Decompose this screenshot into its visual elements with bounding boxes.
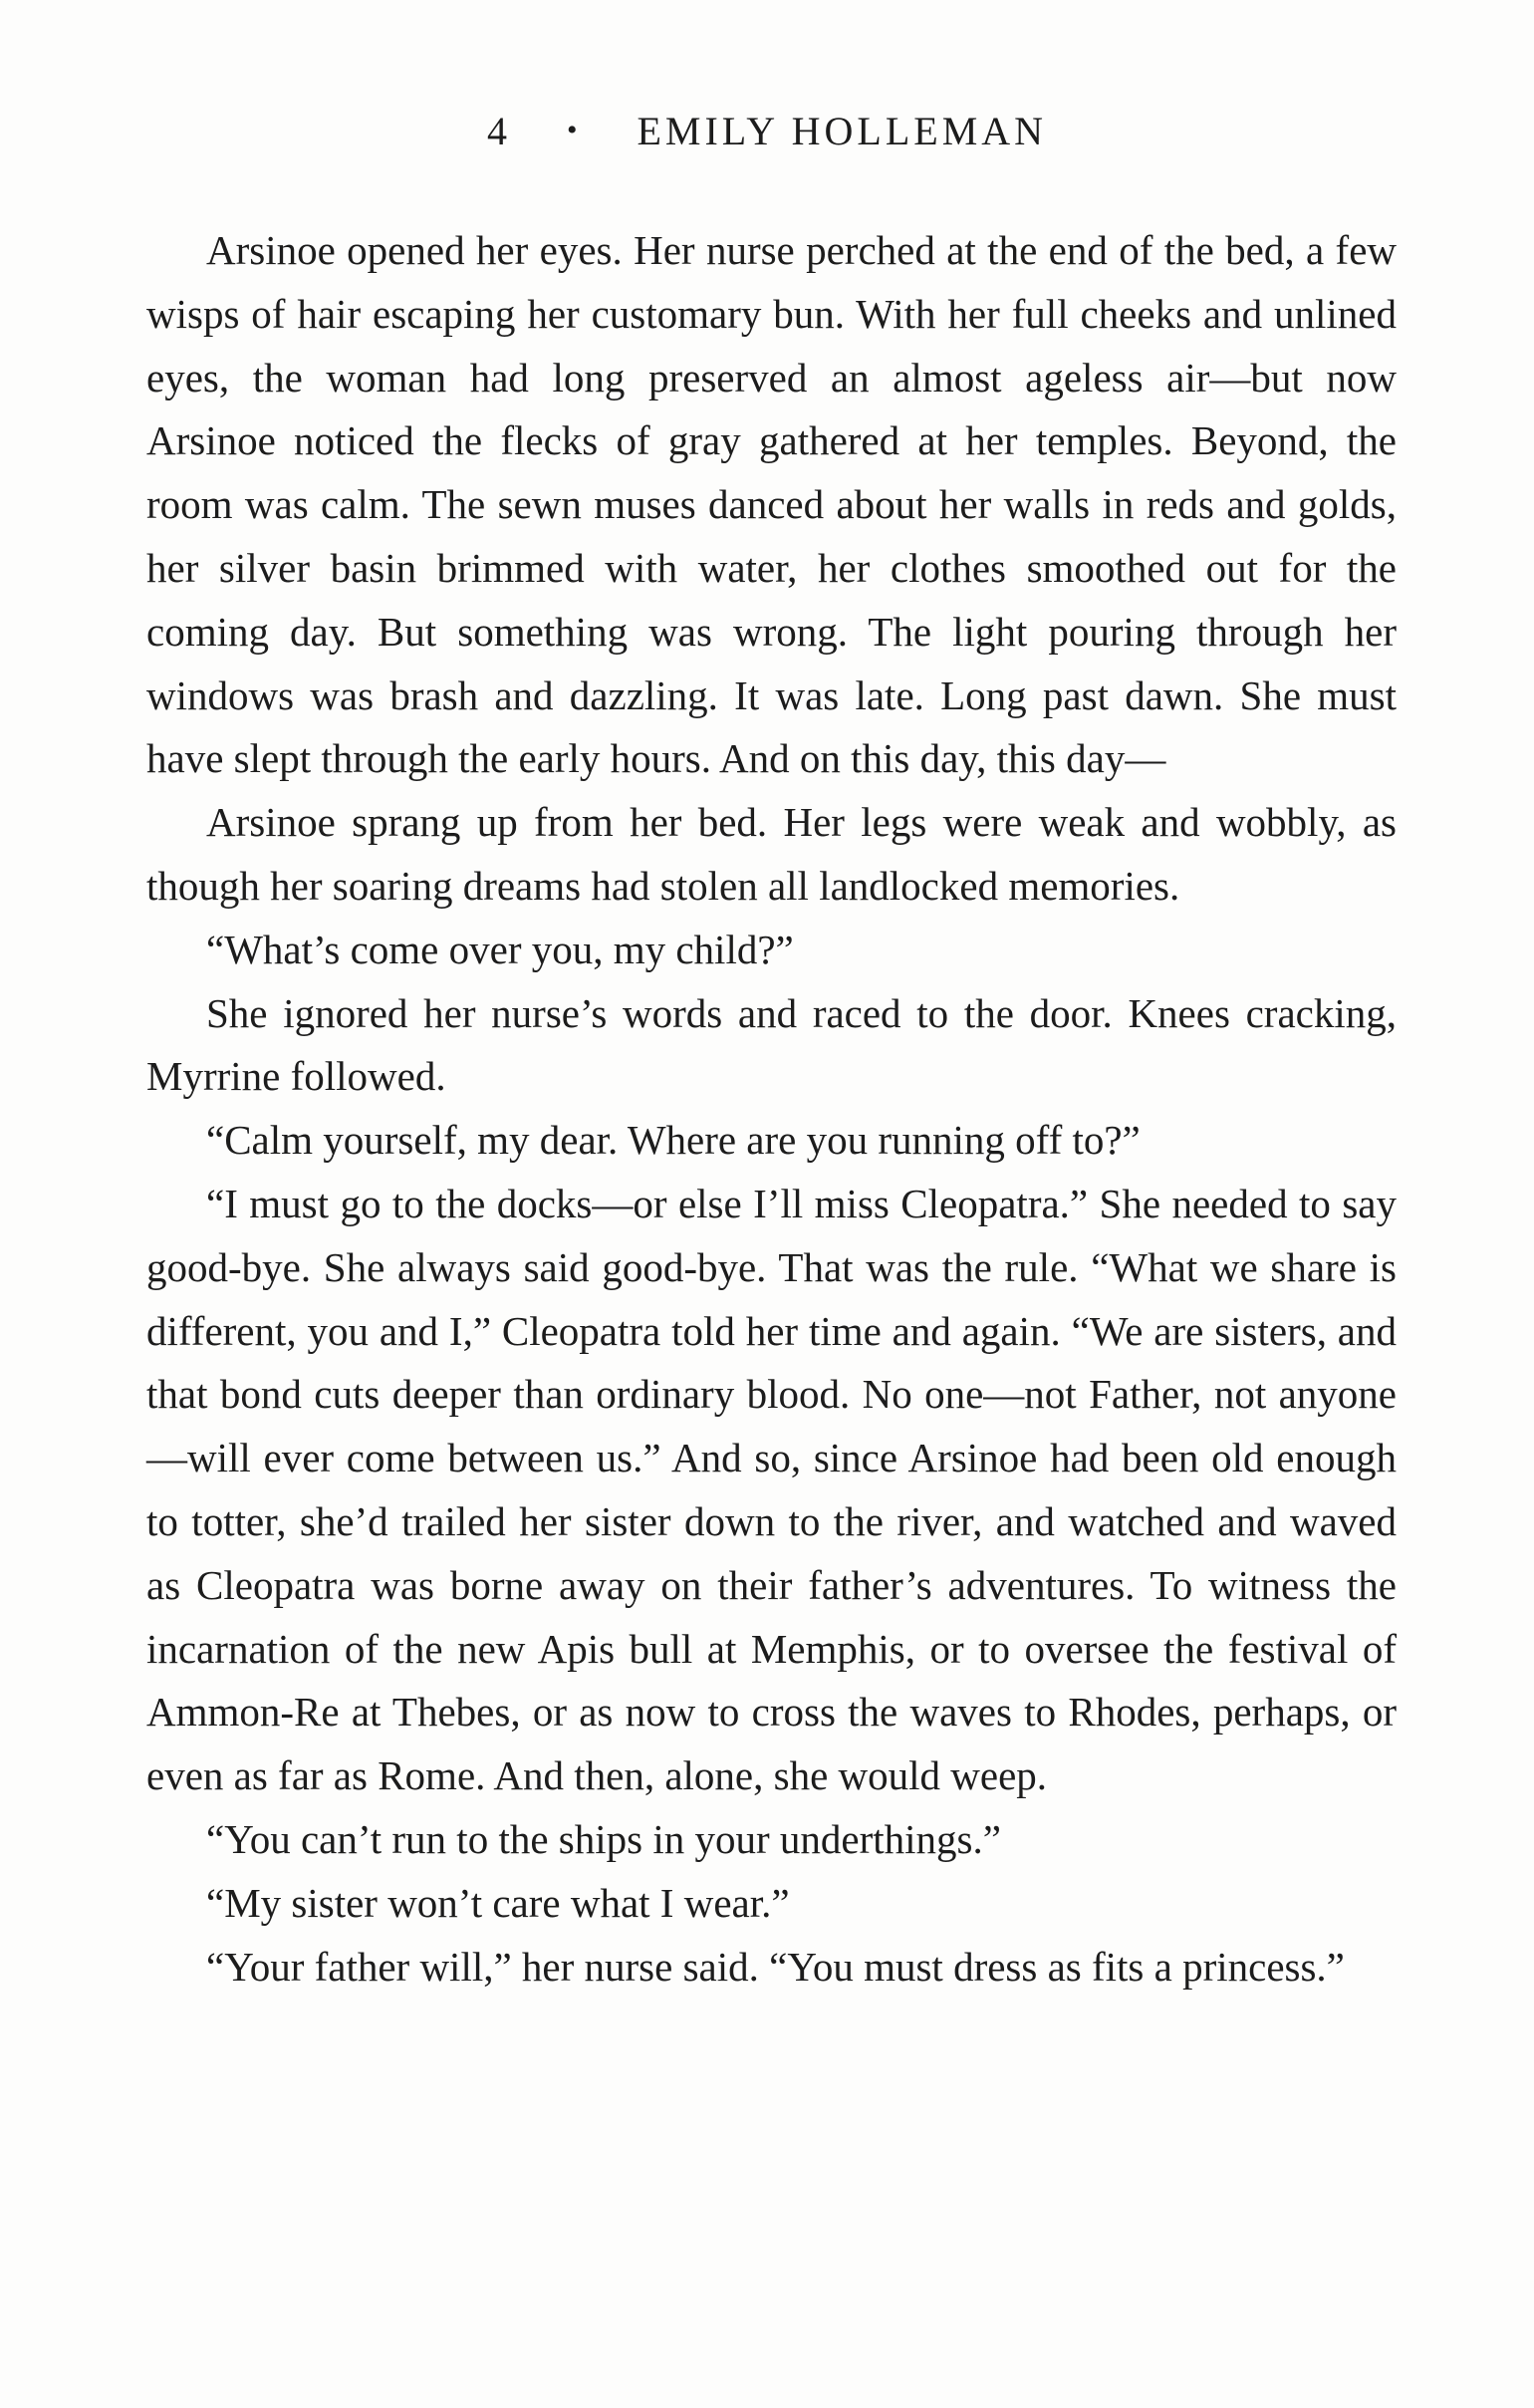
running-header <box>0 108 1534 154</box>
author-name: EMILY HOLLEMAN <box>637 109 1048 153</box>
paragraph-4: She ignored her nurse’s words and raced to the door. Knees cracking, Myrrine followed. <box>146 989 1397 1100</box>
paragraph-7: “You can’t run to the ships in your underthings.” <box>206 1815 1001 1862</box>
paragraph-2: Arsinoe sprang up from her bed. Her legs were weak and wobbly, as though her soaring dreams had stolen all landlocked memories. <box>146 799 1397 909</box>
paragraph-1: Arsinoe opened her eyes. Her nurse perched at the end of the bed, a few wisps of hair escaping her customary bun. With her full cheeks and unlined eyes, the woman had long preserved an almost ageless air—but now Arsinoe noticed the flecks of gray gathered at her temples. Beyond, the room was calm. The sewn muses danced about her walls in reds and golds, her silver basin brimmed with water, her clothes smoothed out for the coming day. But something was wrong. The light pouring through her windows was brash and dazzling. It was late. Long past dawn. She must have slept through the early hours. And on this day, this day— <box>146 227 1397 782</box>
page-number: 4 <box>486 109 510 153</box>
paragraph-5: “Calm yourself, my dear. Where are you running off to?” <box>206 1117 1141 1164</box>
paragraph-6: “I must go to the docks—or else I’ll miss Cleopatra.” She needed to say good-bye. She always said good-bye. That was the rule. “What we share is different, you and I,” Cleopatra told her time and again. “We are sisters, and that bond cuts deeper than ordinary blood. No one—not Father, not anyone—will ever come between us.” And so, since Arsinoe had been old enough to totter, she’d trailed her sister down to the river, and watched and waved as Cleopatra was borne away on their father’s adventures. To witness the incarnation of the new Apis bull at Memphis, or to oversee the festival of Ammon-Re at Thebes, or as now to cross the waves to Rhodes, perhaps, or even as far as Rome. And then, alone, she would weep. <box>146 1180 1397 1799</box>
paragraph-9: “Your father will,” her nurse said. “You must dress as fits a princess.” <box>206 1943 1345 1990</box>
header-bullet-separator: • <box>566 114 581 146</box>
paragraph-8: “My sister won’t care what I wear.” <box>206 1879 790 1926</box>
paragraph-3: “What’s come over you, my child?” <box>206 926 794 972</box>
body-text <box>146 219 1397 1999</box>
